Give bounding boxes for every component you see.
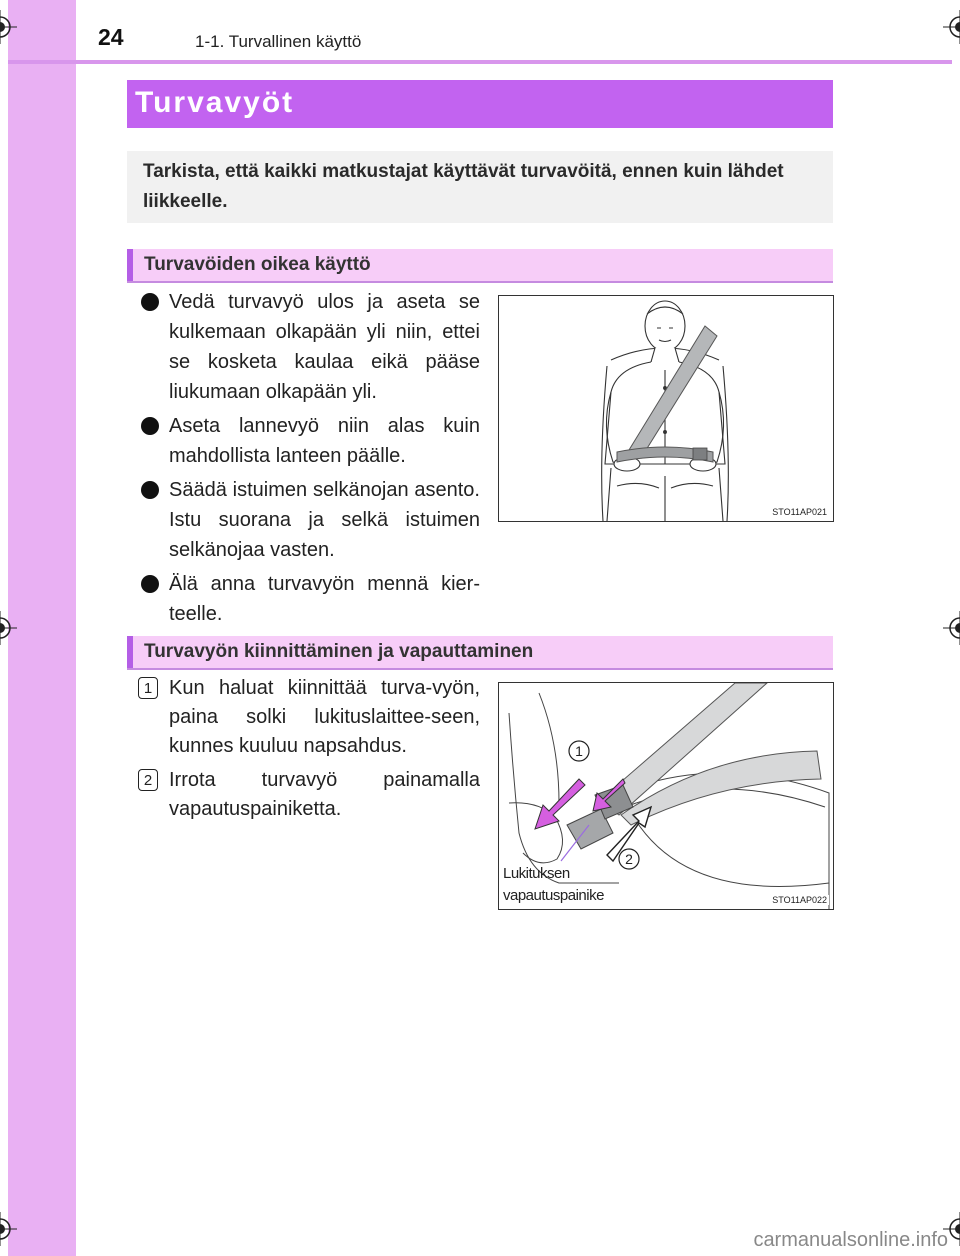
bullet-dot-icon <box>141 293 159 311</box>
callout-2: 2 <box>625 851 633 867</box>
step-text: Irrota turvavyö painamalla vapautuspainiketta. <box>169 769 480 820</box>
callout-1: 1 <box>575 743 583 759</box>
step-text: Kun haluat kiinnittää turva-vyön, paina solki lukituslaittee-seen, kunnes kuuluu napsahdus. <box>169 677 480 757</box>
side-band <box>8 0 76 1256</box>
list-item <box>128 569 480 629</box>
list-item <box>128 475 480 565</box>
figure-code: STO11AP021 <box>772 507 827 517</box>
page-title-bar <box>127 80 833 128</box>
bullet-dot-icon <box>141 575 159 593</box>
list-item-text: Säädä istuimen selkänojan asento. Istu suorana ja selkä istuimen selkänojaa vasten. <box>169 479 480 561</box>
chapter-title: 1-1. Turvallinen käyttö <box>195 32 362 51</box>
label-line-2: vapautuspainike <box>503 887 604 904</box>
step-item <box>128 674 480 761</box>
page-number: 24 <box>98 24 124 50</box>
list-item-text: Älä anna turvavyön mennä kier-teelle. <box>169 573 480 625</box>
section-heading-text: Turvavöiden oikea käyttö <box>144 254 371 275</box>
step-item <box>128 766 480 824</box>
registration-mark-icon <box>943 611 960 645</box>
label-line-1: Lukituksen <box>503 865 570 882</box>
notice-box <box>127 151 833 223</box>
list-item <box>128 411 480 471</box>
step-list <box>128 674 480 829</box>
seated-person-illustration <box>499 296 833 521</box>
list-item <box>128 287 480 407</box>
bullet-dot-icon <box>141 481 159 499</box>
section-heading-fastening <box>127 636 833 670</box>
step-number: 1 <box>138 677 158 699</box>
page-title: Turvavyöt <box>135 86 295 119</box>
watermark[interactable]: carmanualsonline.info <box>753 1229 948 1251</box>
bullet-list <box>128 287 480 633</box>
release-button-label <box>503 863 604 907</box>
registration-mark-icon <box>0 611 17 645</box>
registration-mark-icon <box>943 10 960 44</box>
list-item-text: Vedä turvavyö ulos ja aseta se kulkemaan olkapään yli niin, ettei se kosketa kaulaa eikä pääse liukumaan olkapään yli. <box>169 291 480 403</box>
registration-mark-icon <box>0 1212 17 1246</box>
section-heading-correct-use <box>127 249 833 283</box>
figure-seatbelt-wearing <box>498 295 834 522</box>
section-heading-text: Turvavyön kiinnittäminen ja vapauttaminen <box>144 641 534 662</box>
bullet-dot-icon <box>141 417 159 435</box>
registration-mark-icon <box>0 10 17 44</box>
notice-text: Tarkista, että kaikki matkustajat käyttävät turvavöitä, ennen kuin lähdet liikkeelle. <box>143 161 784 212</box>
figure-buckle <box>498 682 834 910</box>
figure-code: STO11AP022 <box>772 895 827 905</box>
header-rule <box>8 60 952 64</box>
step-number: 2 <box>138 769 158 791</box>
list-item-text: Aseta lannevyö niin alas kuin mahdollista lanteen päälle. <box>169 415 480 467</box>
